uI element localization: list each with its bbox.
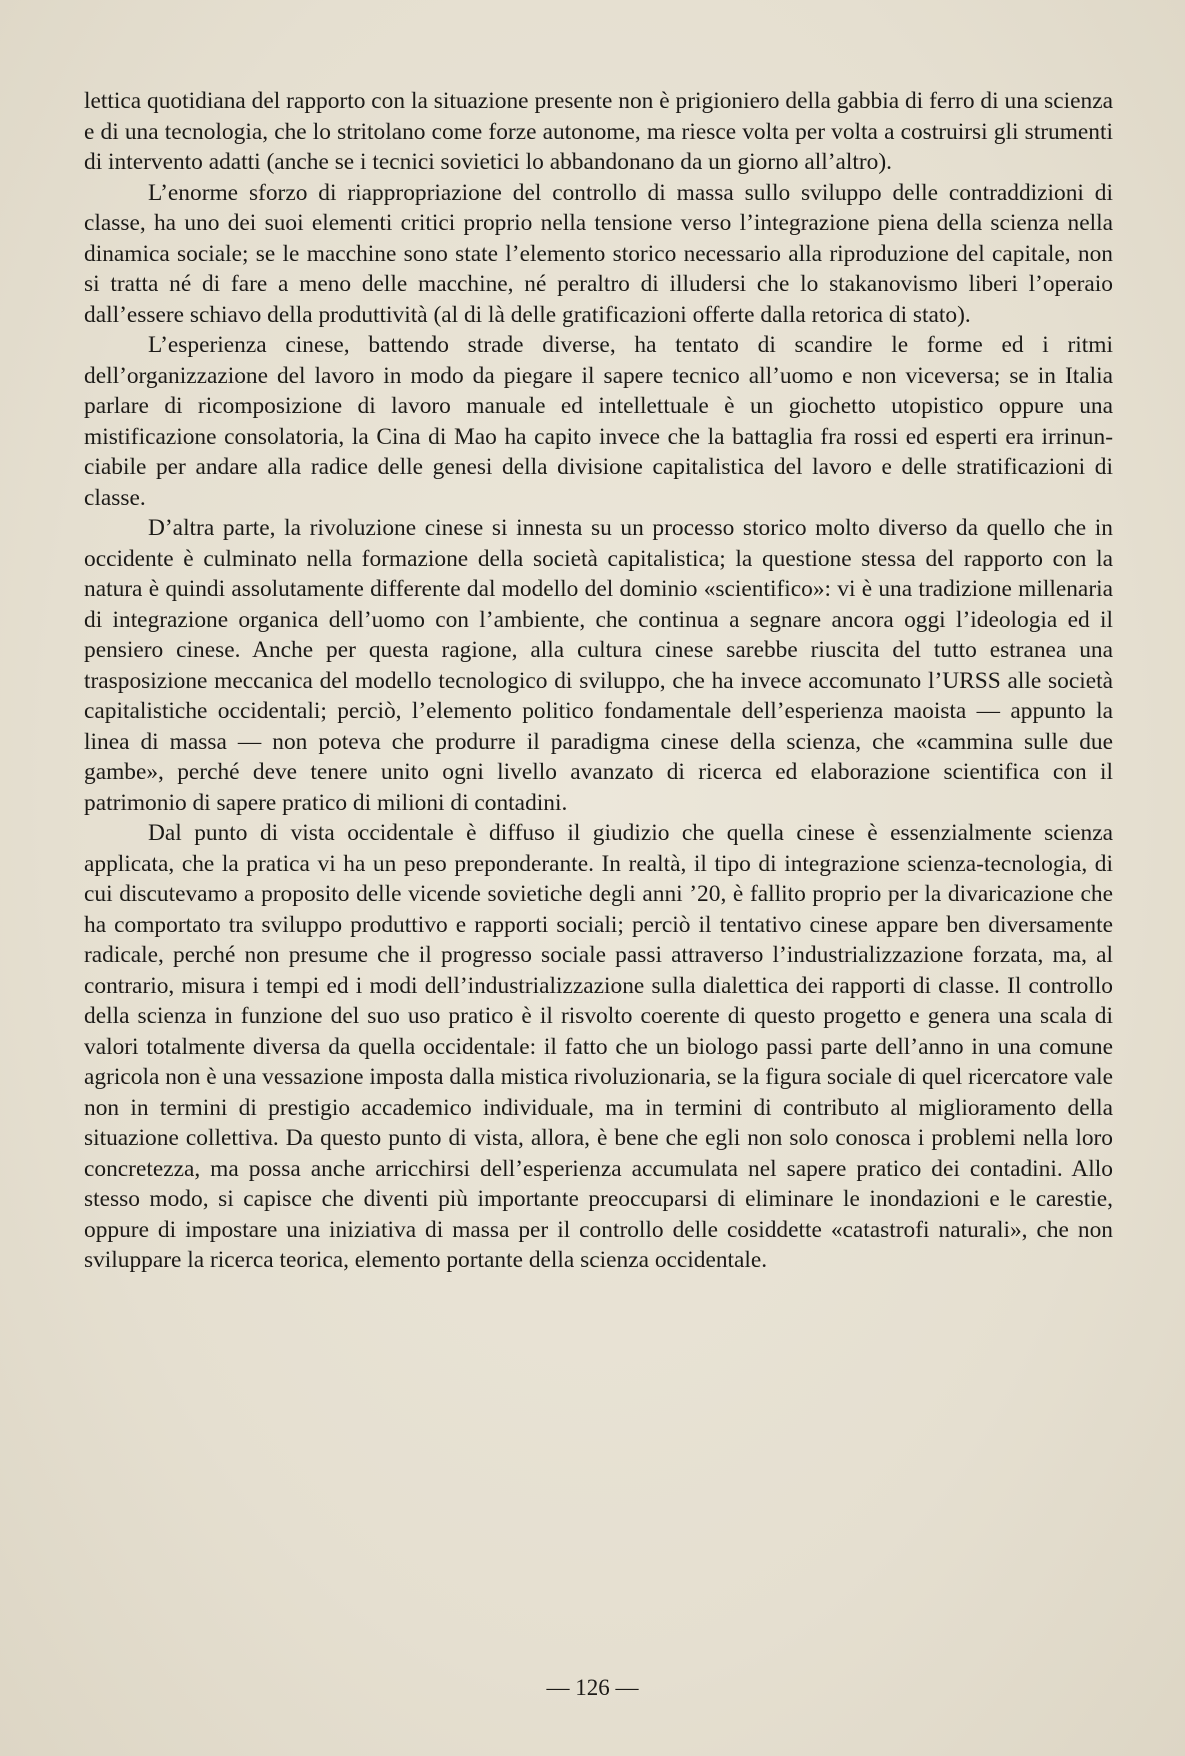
paragraph-riappropriazione: L’enorme sforzo di riappropriazione del controllo di massa sullo sviluppo delle contraddizioni di classe, ha uno dei suoi elementi critici proprio nella tensione verso l’integrazione piena della scienza nella dinamica sociale; se le macchine sono state l’elemento storico necessario alla riproduzione del capitale, non si tratta né di fare a meno delle macchine, né peraltro di illudersi che lo stakanovismo liberi l’operaio dall’essere schiavo della produttività (al di là delle gratificazioni offerte dalla retorica di stato). <box>84 179 1113 328</box>
paragraph-esperienza-cinese: L’esperienza cinese, battendo strade diverse, ha tentato di scandire le forme ed i ritmi dell’organizzazione del lavoro in modo da piegare il sapere tecnico all’uomo e non viceversa; se in Italia parlare di ricomposizione di lavoro manuale ed intellettuale è un giochetto utopistico oppure una mistificazione consolatoria, la Cina di Mao ha capito invece che la battaglia fra rossi ed esperti era irrinunciabile per andare alla radice delle genesi della divisione capitalistica del lavoro e delle stratificazioni di classe. <box>84 332 1113 511</box>
paragraph-punto-di-vista-occidentale: Dal punto di vista occidentale è diffuso il giudizio che quella cinese è essenzialmente scienza applicata, che la pratica vi ha un peso preponderante. In realtà, il tipo di integrazione scienza-tecnologia, di cui discutevamo a proposito delle vicende sovietiche degli anni ’20, è fallito proprio per la divaricazione che ha comportato tra sviluppo produttivo e rapporti sociali; perciò il tentativo cinese appare ben diversamente radicale, perché non presume che il progresso sociale passi attraverso l’industrializzazione forzata, ma, al contrario, misura i tempi ed i modi dell’industrializzazione sulla dialettica dei rapporti di classe. Il controllo della scienza in funzione del suo uso pratico è il risvolto coerente di questo progetto e genera una scala di valori totalmente diversa da quella occidentale: il fatto che un biologo passi parte dell’anno in una comune agricola non è una vessazione imposta dalla mistica rivoluzionaria, se la figura sociale di quel ricercatore vale non in termini di prestigio accademico individuale, ma in termini di contributo al miglioramento della situazione collettiva. Da questo punto di vista, allora, è bene che egli non solo conosca i problemi nella loro concretezza, ma possa anche arricchirsi dell’esperienza accumulata nel sapere pratico dei contadini. Allo stesso modo, si capisce che diventi più importante preoccuparsi di eliminare le inondazioni e le carestie, oppure di impostare una iniziativa di massa per il controllo delle cosiddette «catastrofi naturali», che non sviluppare la ricerca teorica, elemento portante della scienza occidentale. <box>84 820 1113 1273</box>
paragraph-continuation: lettica quotidiana del rapporto con la situazione presente non è prigioniero della gabbia di ferro di una scienza e di una tecnologia, che lo stritolano come forze autonome, ma riesce volta per volta a costruirsi gli strumenti di intervento adatti (anche se i tecnici sovietici lo abbandonano da un giorno all’altro). <box>84 88 1113 175</box>
paragraph-rivoluzione-cinese: D’altra parte, la rivoluzione cinese si innesta su un processo storico molto diverso da quello che in occidente è culminato nella formazione della società capitalistica; la questione stessa del rapporto con la natura è quindi assolutamente differente dal modello del dominio «scientifico»: vi è una tradizione millenaria di integrazione organica dell’uomo con l’ambiente, che continua a segnare ancora oggi l’ideologia ed il pensiero cinese. Anche per questa ragione, alla cultura cinese sarebbe riuscita del tutto estranea una trasposizione meccanica del modello tecnologico di sviluppo, che ha invece accomunato l’URSS alle società capitalistiche occidentali; perciò, l’elemento politico fondamentale dell’esperienza maoista — appunto la linea di massa — non poteva che produrre il paradigma cinese della scienza, che «cammina sulle due gambe», perché deve tenere unito ogni livello avanzato di ricerca ed elaborazione scientifica con il patrimonio di sapere pratico di milioni di contadini. <box>84 515 1113 816</box>
body-text <box>84 86 1113 1276</box>
page-number: — 126 — <box>546 1675 639 1700</box>
